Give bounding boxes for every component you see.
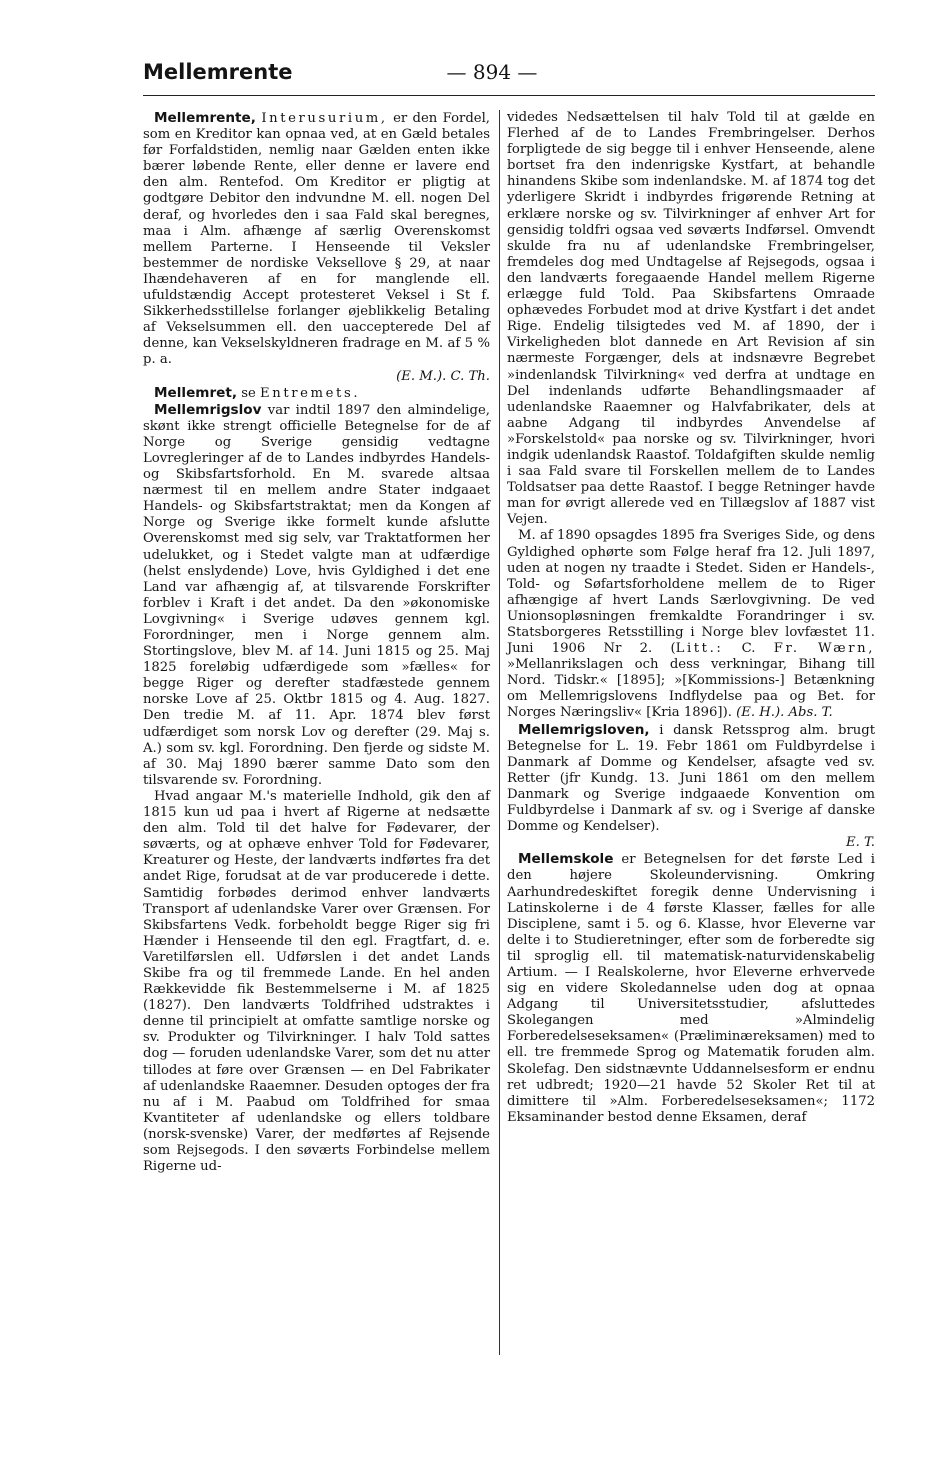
left-column (143, 110, 490, 1175)
right-column (507, 110, 875, 1126)
page-number: — 894 — (446, 60, 538, 84)
paragraph-literature (507, 528, 875, 721)
entry-text: er den Fordel, som en Kreditor kan opnaa ved, at en Gæld betales før Forfaldstiden, nemlig naar Gælden enten ikke bærer løbende Rente, eller denne er lavere end den alm. Rentefod. Om Kreditor er pligtig at godtgøre Debitor den indvundne M. ell. nogen Del deraf, og hvorledes den i saa Fald skal beregnes, maa i Alm. afhænge af særlig Overenskomst mellem Parterne. I Henseende til Veksler bestemmer de nordiske Veksellove § 29, at naar Ihændehaveren af en for manglende ell. ufuldstændig Accept protesteret Veksel i St f. Sikkerhedsstillelse forlanger øjeblikkelig Betaling af Vekselsummen ell. den uaccepterede Del af denne, kan Vekselskyldneren fradrage en M. af 5 % p. a. (143, 111, 490, 368)
entry-mellemrigslov (143, 402, 490, 789)
column-divider (499, 110, 500, 1355)
signature: E. T. (845, 835, 875, 851)
entry-mellemret (143, 385, 490, 402)
entry-mellemskole (507, 851, 875, 1126)
literature-label: Litt.: (675, 641, 724, 657)
space (800, 641, 818, 656)
entry-mellemrigsloven (507, 722, 875, 852)
headword: Mellemrigslov (154, 401, 262, 418)
paragraph: Hvad angaar M.'s materielle Indhold, gik den af 1815 kun ud paa i hvert af Rigerne at nedsætte den alm. Told til det halve for Fødevarer, der søværts, og at ophæve enhver Told for Fødevarer, Kreaturer og Heste, der landværts indførtes fra det andet Rige, forudsat at de var producerede i dette. Samtidig forbødes derimod enhver landværts Transport af udenlandske Varer over Grænsen. For Skibsfartens Vedk. forbeholdt begge Riger sig fri Hænder i Henseende til den egl. Fragtfart, d. e. Varetilførslen ell. Udførslen i det andet Lands Skibe fra og til fremmede Lande. En hel anden Rækkevidde fik Bestemmelserne i M. af 1825 (1827). Den landværts Toldfrihed udstraktes i denne til principielt at omfatte samtlige norske og sv. Produkter og Tilvirkninger. I halv Told sattes dog — foruden udenlandske Varer, som det nu atter tillodes at føre over Grænsen — en Del Fabrikater af udenlandske Raaemner. Desuden optoges der fra nu af i M. Paabud om Toldfrihed for smaa Kvantiteter af udenlandske og ellers toldbare (norsk-svenske) Varer, der medførtes af Rejsende som Rejsegods. I den søværts Forbindelse mellem Rigerne ud- (143, 788, 490, 1175)
paragraph: videdes Nedsættelsen til halv Told til at gælde en Flerhed af de to Landes Frembringelser. Derhos forpligtede de sig begge til i enhver Henseende, alene bortset fra den indenrigske Kystfart, at behandle hinandens Skibe som indenlandske. M. af 1874 tog det yderligere Skridt i indbyrdes frigørende Retning at erklære norske og sv. Tilvirkninger af enhver Art for gensidig toldfri ogsaa ved søværts Indførsel. Omvendt skulde fra nu af udenlandske Frembringelser, fremdeles dog med Undtagelse af Rejsegods, ogsaa i den landværts foregaaende Handel mellem Rigerne erlægge fuld Told. Paa Skibsfartens Omraade ophævedes Forbudet mod at drive Kystfart i det andet Rige. Endelig tilsigtedes ved M. af 1890, der i Virkeligheden blot dannede en Art Revision af sin nærmeste Forgænger, dels at indsnævre Begrebet »indenlandsk Tilvirkning« ved derfra at undtage en Del indenlands udførte Behandlingsmaader af udenlandske Raaemner og Halvfabrikater, dels at aabne Adgang til indbyrdes Anvendelse af »Forskelstold« paa norske og sv. Tilvirkninger, hvori indgik udenlandsk Raastof. Toldafgiften skulde nemlig i saa Fald svare til Forskellen mellem de to Landes Toldsatser paa dette Raastof. I begge Retninger havde man for øvrigt allerede ved en Tillægslov af 1887 vist Vejen. (507, 110, 875, 528)
signature: (E. H.). Abs. T. (736, 705, 833, 721)
headword: Mellemrente, (154, 110, 256, 126)
signature: (E. M.). C. Th. (396, 368, 490, 384)
headword: Mellemrigsloven, (518, 721, 650, 738)
author-initial: C. (723, 641, 774, 657)
entry-text: er Betegnelsen for det første Led i den højere Skoleundervisning. Omkring Aarhundredeskiftet foregik denne Undervisning i Latinskolerne i de 4 første Klasser, fælles for alle Disciplene, samt i 5. og 6. Klasse, hvor Eleverne var delte i to Studieretninger, efter som de forberedte sig til sproglig ell. til matematisk-naturvidenskabelig Artium. — I Realskolerne, hvor Eleverne erhvervede sig en videre Skoledannelse uden dog at opnaa Adgang til Universitetsstudier, afsluttedes Skolegangen med »Almindelig Forberedelseseksamen« (Præliminæreksamen) med to ell. tre fremmede Sprog og Matematik foruden alm. Skolefag. Den sidstnævnte Uddannelsesform er endnu ret udbredt; 1920—21 havde 52 Skoler Ret til at dimittere til »Alm. Forberedelseseksamen«; 1172 Eksaminander bestod denne Eksamen, deraf (507, 852, 875, 1125)
headword: Mellemskole (518, 851, 614, 868)
entry-mellemrente (143, 110, 490, 385)
entry-text: var indtil 1897 den almindelige, skønt ikke strengt officielle Betegnelse for de af Norge og Sverige gensidig vedtagne Lovregleringer af de to Landes indbyrdes Handels- og Skibsfartsforhold. En M. svarede altsaa nærmest til en mellem andre Stater indgaaet Handels- og Skibsfartstraktat; men da Kongen af Norge og Sverige ikke formelt kunde afslutte Overenskomst med sig selv, var Traktatformen her udelukket, og i Stedet valgte man at udfærdige (helst enslydende) Love, hvis Gyldighed i det ene Land var afhængig af, at tilsvarende Forskrifter forblev i Kraft i det andet. Da den »økonomiske Lovgivning« i Sverige udøves gennem kgl. Forordninger, men i Norge gennem alm. Stortingslove, blev M. af 14. Juni 1815 og 25. Maj 1825 foreløbig udfærdigede som »fælles« for begge Riger og derefter stadfæstede gennem norske Love af 25. Oktbr 1815 og 4. Aug. 1827. Den tredie M. af 11. Apr. 1874 blev først udfærdiget som norsk Lov og derefter (29. Maj s. A.) som sv. kgl. Forordning. Den fjerde og sidste M. af 30. Maj 1890 bærer samme Dato som den tilsvarende sv. Forordning. (143, 402, 490, 788)
paragraph-text: M. af 1890 opsagdes 1895 fra Sveriges Side, og dens Gyldighed ophørte som Følge heraf fra 12. Juli 1897, uden at nogen ny traadte i Stedet. Siden er Handels-, Told- og Søfartsforholdene mellem de to Riger afhængige af hvert Lands Særlovgivning. De ved Unionsopløsningen fremkaldte Forandringer i sv. Statsborgeres Retsstilling i Norge blev lovfæstet 11. Juni 1906 Nr 2. ( (507, 528, 875, 657)
see-text: se (237, 385, 261, 401)
header-rule (143, 95, 875, 96)
literature-text: »Mellanrikslagen och dess verkningar, Bihang till Nord. Tidskr.« [1895]; »[Kommissions-] Betænkning om Mellemrigslovens Indflydelse paa og Bet. for Norges Næringsliv« [Kria 1896]). (507, 657, 875, 721)
author-last: Wærn, (817, 641, 875, 657)
headword: Mellemret, (154, 384, 238, 401)
author-first: Fr. (773, 641, 800, 657)
synonym-spaced: Interusurium, (261, 111, 388, 126)
entry-text: i dansk Retssprog alm. brugt Betegnelse for L. 19. Febr 1861 om Fuldbyrdelse i Danmark af Domme og Kendelser, afsagte ved sv. Retter (jfr Kundg. 13. Juni 1861 om den mellem Danmark og Sverige indgaaede Konvention om Fuldbyrdelse i Danmark af sv. og i Sverige af danske Domme og Kendelser). (507, 722, 875, 835)
cross-reference: Entremets. (260, 385, 361, 401)
running-head-title: Mellemrente (143, 60, 293, 84)
